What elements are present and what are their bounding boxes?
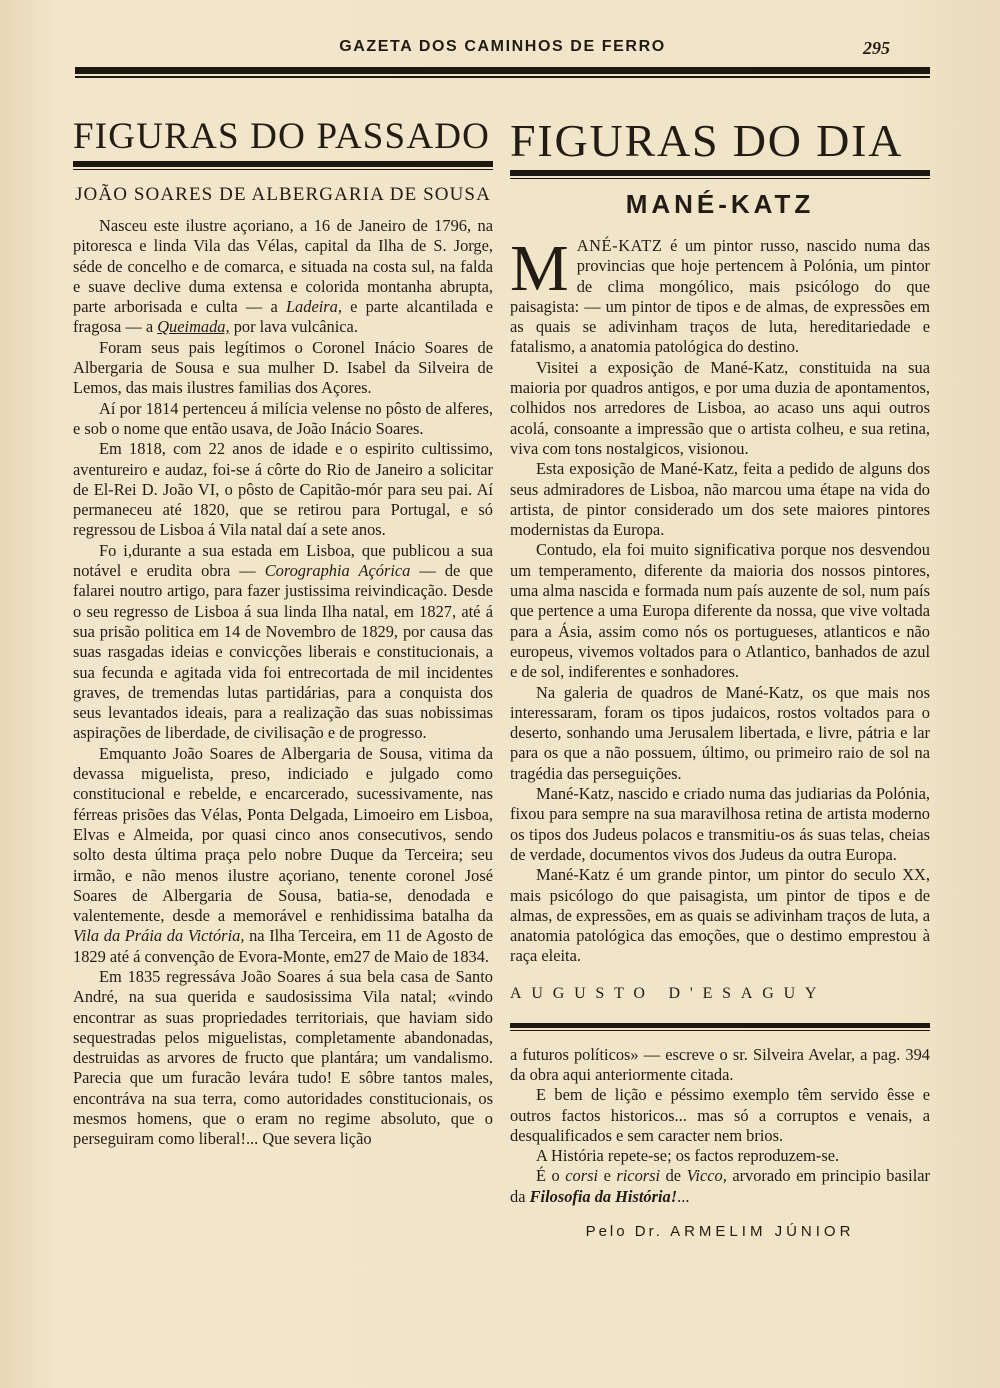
running-head [75,38,930,62]
paragraph: Fo i,durante a sua estada em Lisboa, que publicou a sua notável e erudita obra — Corographia Açórica — de que falarei noutro artigo, para fazer justissima reivindicação. Desde o seu regresso de Lisboa á sua linda Ilha natal, em 1827, até á sua prisão politica em 14 de Novembro de 1829, por causa das suas rasgadas ideias e convicções liberais e constitucionais, a sua fecunda e agitada vida foi entrecortada de mil incidentes graves, de tremendas lutas partidárias, para a conquista dos seus levantados ideais, para a realização das suas nobissimas aspirações de liberdade, de civilisação e de progresso. [73,540,493,743]
article-subtitle: MANÉ-KATZ [625,189,815,219]
paragraph: Foram seus pais legítimos o Coronel Inácio Soares de Albergaria de Sousa e sua mulher D. Isabel da Silveira de Lemos, das mais ilustres familias dos Açores. [73,337,493,398]
section-rule-thin [510,178,930,179]
article-body-left [73,216,493,1150]
page-number: 295 [863,38,890,58]
paragraph: Contudo, ela foi muito significativa porque nos desvendou um temperamento, diferente da maioria dos nossos pintores, uma alma nascida e formada num país auzente de sol, num país que pertence a uma Europa diferente da nossa, que vive voltada para a Ásia, assim como nós os portugueses, atlanticos e não europeus, vivemos voltados para o Atlantico, banhados de azul e de sol, indiferentes e sonhadores. [510,540,930,682]
article-subtitle: JOÃO SOARES DE ALBERGARIA DE SOUSA [75,184,491,205]
article-body-right [510,232,930,967]
running-title: GAZETA DOS CAMINHOS DE FERRO [339,38,666,55]
paragraph: Esta exposição de Mané-Katz, feita a pedido de alguns dos seus admiradores de Lisboa, não marcou uma étape na vida do artista, de pintor considerado um dos sete maiores pintores modernistas da Europa. [510,459,930,540]
paragraph: Nasceu este ilustre açoriano, a 16 de Janeiro de 1796, na pitoresca e linda Vila das Vélas, capital da Ilha de S. Jorge, séde de concelho e de comarca, e situada na costa sul, na falda e suave declive duma extensa e colorida montanha abrupta, parte arborisada e culta — a Ladeira, e parte alcantilada e fragosa — a Queimada, por lava vulcânica. [73,216,493,337]
paragraph: E bem de lição e péssimo exemplo têm servido êsse e outros factos historicos... mas só a corruptos e venais, a desqualificados e sem caracter nem brios. [510,1085,930,1145]
separator-rule-thin [510,1030,930,1031]
paragraph: É o corsi e ricorsi de Vicco, arvorado em principio basilar da Filosofia da História!... [510,1166,930,1206]
header-rule [75,67,930,74]
paragraph: Na galeria de quadros de Mané-Katz, os que mais nos interessaram, foram os tipos judaicos, rostos voltados para o deserto, sonhando uma Jerusalem libertada, e livre, pátria e lar para os que a não possuem, último, ou primeiro raio de sol na tragédia das perseguições. [510,682,930,783]
section-rule-thin [73,169,493,170]
left-column [73,118,493,1150]
header-rule-thin [75,76,930,78]
right-column [510,115,930,1241]
section-title-figuras-do-passado: FIGURAS DO PASSADO [73,116,491,157]
section-title-figuras-do-dia: FIGURAS DO DIA [510,115,904,166]
author-byline: AUGUSTO D'ESAGUY [510,984,827,1002]
section-rule [73,161,493,167]
author-byline-bottom: Pelo Dr. ARMELIM JÚNIOR [585,1223,855,1241]
separator-rule [510,1023,930,1028]
paragraph: Visitei a exposição de Mané-Katz, constituida na sua maioria por quadros antigos, e por uma duzia de apontamentos, colhidos nos arredores de Lisboa, ao acaso uns aqui outros acolá, consoante a impressão que o artista colheu, e sua retina, viva com tons nostalgicos, visionou. [510,357,930,458]
paragraph: MANÉ-KATZ é um pintor russo, nascido numa das provincias que hoje pertencem à Polónia, um pintor de clima mongólico, mais psicólogo do que paisagista: — um pintor de tipos e de almas, de expressões em as quais se adivinham traços de luta, hereditariedade e fatalismo, a anatomia patológica do destino. [510,232,930,357]
paragraph: Mané-Katz é um grande pintor, um pintor do seculo XX, mais psicólogo do que paisagista, um pintor de tipos e de almas, de expressões, em as quais se adivinham traços de luta, a anatomia patológica das emoções, que o destimo emprestou à raça eleita. [510,865,930,966]
paragraph: Mané-Katz, nascido e criado numa das judiarias da Polónia, fixou para sempre na sua maravilhosa retina de artista moderno os tipos dos Judeus polacos e transmitiu-os ás suas telas, cheias de verdade, documentos vivos dos Judeus da outra Europa. [510,784,930,864]
paragraph: a futuros políticos» — escreve o sr. Silveira Avelar, a pag. 394 da obra aqui anteriormente citada. [510,1044,930,1084]
continuation-body [510,1045,930,1207]
section-rule [510,170,930,176]
drop-cap: M [510,232,569,305]
paragraph: Em 1835 regressáva João Soares á sua bela casa de Santo André, na sua querida e saudosissima Vila natal; «vindo encontrar as suas propriedades territoriais, que haviam sido sequestradas pelos miguelistas, completamente abandonadas, destruidas as arvores de fructo que plantára; um vandalismo. Parecia que um furacão levára tudo! E sôbre tantos males, encontráva na sua terra, como autoridades constitucionais, os mesmos homens, que o eram no regime absoluto, que o perseguiram como liberal!... Que severa lição [73,966,493,1149]
paragraph: Emquanto João Soares de Albergaria de Sousa, vitima da devassa miguelista, preso, indiciado e julgado como constitucional e rebelde, e encarcerado, sucessivamente, nas férreas prisões das Vélas, Ponta Delgada, Limoeiro em Lisboa, Elvas e Almeida, por quasi cinco anos consecutivos, sendo solto desta última praça pelo nobre Duque da Terceira; seu irmão, e não menos ilustre açoriano, tenente coronel José Soares de Albergaria de Sousa, batia-se, denodada e valentemente, desde a memorável e renhidissima batalha da Vila da Práia da Victória, na Ilha Terceira, em 11 de Agosto de 1829 até á convenção de Evora-Monte, em27 de Maio de 1834. [73,743,494,966]
paragraph: Aí por 1814 pertenceu á milícia velense no pôsto de alferes, e sob o nome que então usava, de João Inácio Soares. [73,398,493,438]
paragraph: Em 1818, com 22 anos de idade e o espirito cultissimo, aventureiro e audaz, foi-se á côrte do Rio de Janeiro a solicitar de El-Rei D. João VI, o pôsto de Capitão-mór para seu pai. Aí permaneceu até 1820, que se retirou para Portugal, e só regressou de Lisboa á Vila natal daí a sete anos. [73,439,493,540]
paragraph: A História repete-se; os factos reproduzem-se. [536,1146,840,1166]
